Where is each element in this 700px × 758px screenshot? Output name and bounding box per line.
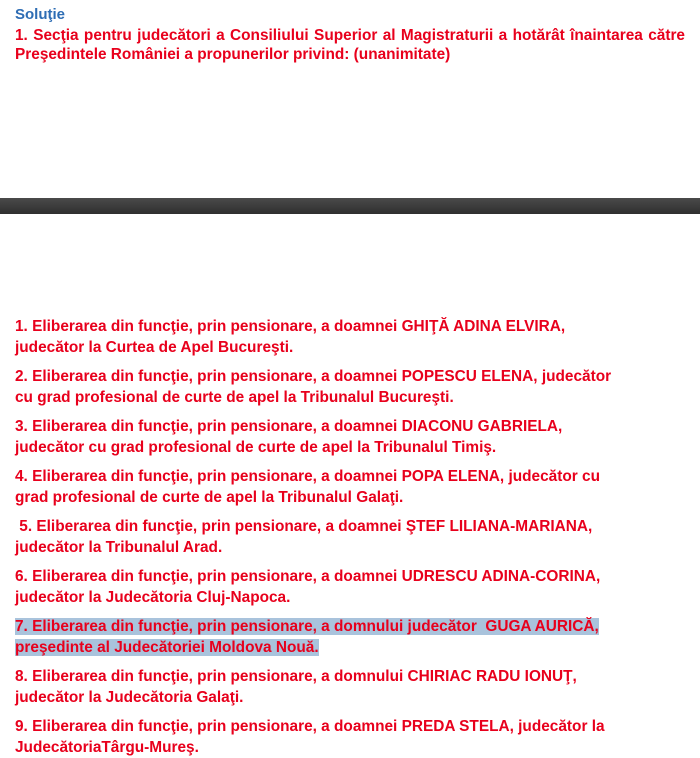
section-divider [0, 198, 700, 214]
list-item-line: 6. Eliberarea din funcţie, prin pensionare, a doamnei UDRESCU ADINA-CORINA, [15, 568, 601, 585]
list-item [15, 366, 685, 408]
list-item-highlighted [15, 616, 685, 658]
list-item-line: cu grad profesional de curte de apel la Tribunalul Bucureşti. [15, 389, 454, 406]
list-item [15, 716, 685, 758]
document-heading: Soluţie [15, 6, 66, 23]
list-item-line: 2. Eliberarea din funcţie, prin pensionare, a doamnei POPESCU ELENA, judecător [15, 368, 612, 385]
list-item-line: 4. Eliberarea din funcţie, prin pensionare, a doamnei POPA ELENA, judecător cu [15, 468, 600, 485]
list-item [15, 566, 685, 608]
list-item-line: JudecătoriaTârgu-Mureş. [15, 739, 199, 756]
list-item-line: grad profesional de curte de apel la Tribunalul Galaţi. [15, 489, 404, 506]
list-item-line: judecător la Judecătoria Cluj-Napoca. [15, 589, 291, 606]
list-item-line: 8. Eliberarea din funcţie, prin pensionare, a domnului CHIRIAC RADU IONUŢ, [15, 668, 577, 685]
list-item-line: judecător la Curtea de Apel Bucureşti. [15, 339, 294, 356]
list-item-line: judecător la Judecătoria Galaţi. [15, 689, 244, 706]
intro-paragraph: 1. Secţia pentru judecători a Consiliului Superior al Magistraturii a hotărât înaintarea către Preşedintele României a propunerilor privind: (unanimitate) [15, 27, 685, 63]
list-item [15, 466, 685, 508]
list-item [15, 666, 685, 708]
list-item-line: 7. Eliberarea din funcţie, prin pensionare, a domnului judecător GUGA AURICĂ, [15, 618, 599, 635]
list-item [15, 316, 685, 358]
list-item-line: judecător cu grad profesional de curte de apel la Tribunalul Timiş. [15, 439, 497, 456]
list-item-line: preşedinte al Judecătoriei Moldova Nouă. [15, 639, 319, 656]
list-item [15, 516, 685, 558]
list-item-line: 9. Eliberarea din funcţie, prin pensionare, a doamnei PREDA STELA, judecător la [15, 718, 605, 735]
list-item-line: 3. Eliberarea din funcţie, prin pensionare, a doamnei DIACONU GABRIELA, [15, 418, 563, 435]
list-item-line: 1. Eliberarea din funcţie, prin pensionare, a doamnei GHIŢĂ ADINA ELVIRA, [15, 318, 566, 335]
list-item-line: judecător la Tribunalul Arad. [15, 539, 223, 556]
list-item [15, 416, 685, 458]
list-item-line: 5. Eliberarea din funcţie, prin pensionare, a doamnei ŞTEF LILIANA-MARIANA, [15, 518, 593, 535]
